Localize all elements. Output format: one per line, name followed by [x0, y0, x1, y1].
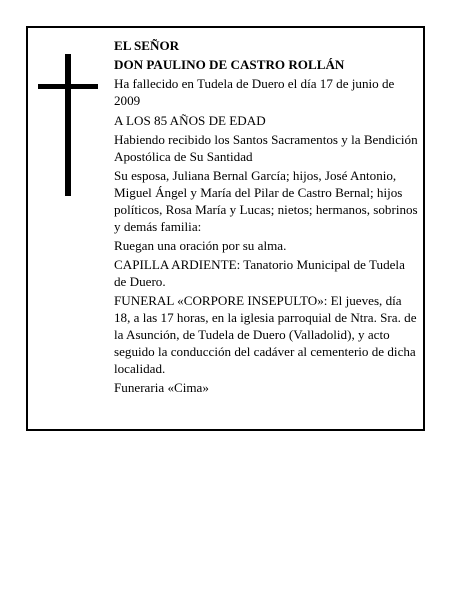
family-list: Su esposa, Juliana Bernal García; hijos, José Antonio, Miguel Ángel y María del Pilar de Castro Bernal; hijos políticos, Rosa María y Lucas; nietos; hermanos, sobrinos y demás familia:: [114, 167, 418, 234]
age-statement: A LOS 85 AÑOS DE EDAD: [114, 112, 266, 128]
deceased-name: DON PAULINO DE CASTRO ROLLÁN: [114, 57, 345, 73]
deceased-honorific: EL SEÑOR: [114, 38, 180, 53]
chapel-info: CAPILLA ARDIENTE: Tanatorio Municipal de Tudela de Duero.: [114, 256, 405, 289]
cross-vertical-bar: [65, 54, 71, 196]
prayer-request: Ruegan una oración por su alma.: [114, 237, 287, 253]
cross-horizontal-bar: [38, 84, 98, 89]
sacraments-statement: Habiendo recibido los Santos Sacramentos y la Bendición Apostólica de Su Santidad: [114, 131, 418, 164]
funeral-info: FUNERAL «CORPORE INSEPULTO»: El jueves, día 18, a las 17 horas, en la iglesia parroquial de Ntra. Sra. de la Asunción, de Tudela de Duero (Valladolid), y acto seguido la conducción del cadáver al cementerio de dicha localidad.: [114, 293, 417, 376]
death-statement: Ha fallecido en Tudela de Duero el día 17 de junio de 2009: [114, 76, 395, 109]
cross-icon: [38, 54, 98, 196]
obituary-text: [114, 38, 418, 399]
funeral-home: Funeraria «Cima»: [114, 379, 209, 395]
